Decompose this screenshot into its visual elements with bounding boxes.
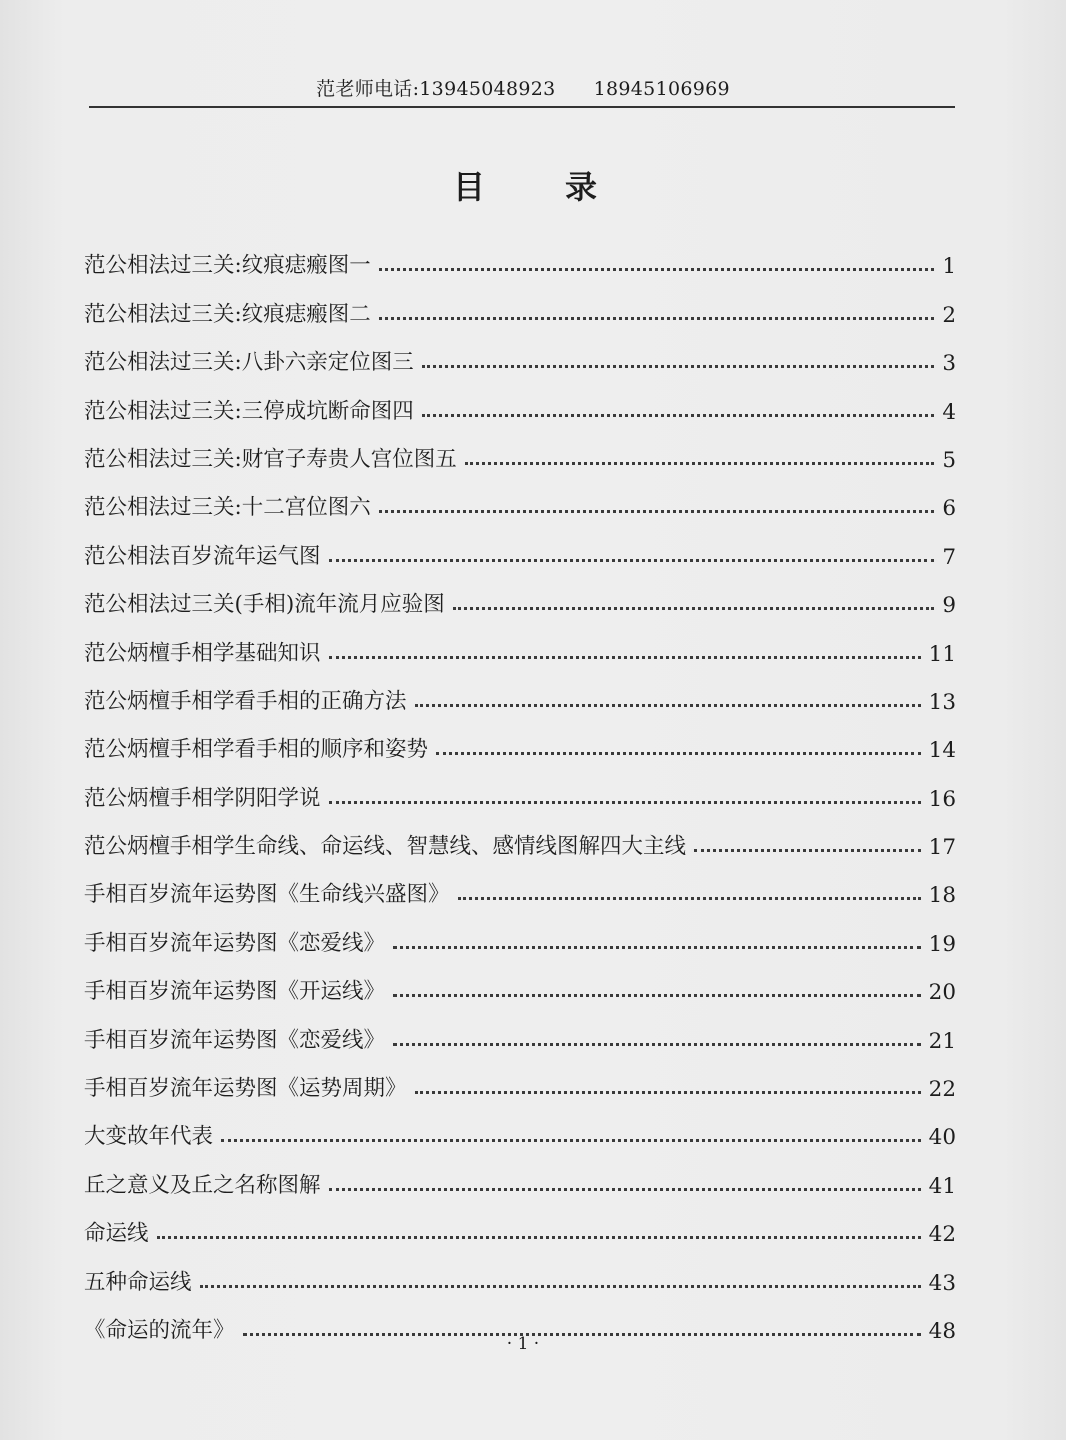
- toc-dot-leader: [436, 752, 921, 755]
- toc-dot-leader: [694, 849, 921, 852]
- toc-entry-label: 范公相法过三关:纹痕痣瘢图二: [84, 301, 371, 327]
- toc-dot-leader: [329, 1188, 921, 1191]
- toc-dot-leader: [422, 365, 934, 368]
- toc-entry-page: 11: [928, 641, 956, 667]
- toc-entry: [84, 715, 956, 763]
- toc-dot-leader: [393, 1043, 921, 1046]
- toc-entry-page: 14: [928, 738, 956, 764]
- toc-entry-page: 20: [928, 980, 956, 1006]
- toc-entry-label: 手相百岁流年运势图《恋爱线》: [84, 930, 386, 956]
- toc-entry: [84, 908, 956, 956]
- toc-dot-leader: [379, 317, 934, 320]
- toc-entry: [84, 1199, 956, 1247]
- toc-entry-page: 13: [928, 689, 956, 715]
- toc-entry: [84, 618, 956, 666]
- toc-entry: [84, 473, 956, 521]
- toc-entry: [84, 667, 956, 715]
- toc-entry-label: 手相百岁流年运势图《恋爱线》: [84, 1027, 386, 1053]
- toc-dot-leader: [379, 510, 934, 513]
- toc-entry: [84, 860, 956, 908]
- toc-entry-label: 手相百岁流年运势图《运势周期》: [84, 1076, 407, 1102]
- toc-entry-label: 大变故年代表: [84, 1124, 214, 1150]
- toc-entry: [84, 1150, 956, 1198]
- header-phone-gap: [556, 78, 594, 100]
- toc-dot-leader: [200, 1285, 921, 1288]
- toc-entry-label: 范公相法过三关:纹痕痣瘢图一: [84, 253, 371, 279]
- toc-entry-page: 7: [942, 544, 956, 570]
- toc-entry-page: 41: [928, 1173, 956, 1199]
- toc-entry: [84, 376, 956, 424]
- toc-entry-label: 范公相法过三关:三停成坑断命图四: [84, 398, 414, 424]
- toc-entry: [84, 957, 956, 1005]
- toc-dot-leader: [329, 656, 921, 659]
- toc-entry-page: 40: [928, 1125, 956, 1151]
- toc-entry-page: 1: [942, 254, 956, 280]
- toc-entry-page: 22: [928, 1077, 956, 1103]
- toc-entry-label: 范公相法过三关:财官子寿贵人宫位图五: [84, 446, 457, 472]
- toc-entry-label: 手相百岁流年运势图《生命线兴盛图》: [84, 882, 450, 908]
- header-phone-2: 18945106969: [593, 78, 730, 100]
- toc-entry-page: 42: [928, 1222, 956, 1248]
- toc-entry-label: 《命运的流年》: [84, 1317, 235, 1343]
- toc-dot-leader: [329, 559, 934, 562]
- toc-entry-label: 范公炳檀手相学阴阳学说: [84, 785, 321, 811]
- toc-dot-leader: [393, 994, 921, 997]
- toc-dot-leader: [453, 607, 934, 610]
- toc-entry-label: 范公炳檀手相学生命线、命运线、智慧线、感情线图解四大主线: [84, 834, 687, 860]
- toc-dot-leader: [465, 462, 934, 465]
- toc-entry-label: 命运线: [84, 1221, 149, 1247]
- toc-entry: [84, 812, 956, 860]
- toc-dot-leader: [415, 1091, 921, 1094]
- toc-entry-page: 9: [942, 593, 956, 619]
- toc-dot-leader: [393, 946, 921, 949]
- toc-entry-label: 范公炳檀手相学看手相的正确方法: [84, 688, 407, 714]
- toc-entry-label: 范公相法百岁流年运气图: [84, 543, 321, 569]
- header-phone-1: 13945048923: [419, 78, 556, 100]
- toc-entry: [84, 231, 956, 279]
- toc-entry: [84, 521, 956, 569]
- toc-dot-leader: [458, 897, 921, 900]
- header-divider: [89, 106, 955, 108]
- toc-entry-page: 5: [942, 447, 956, 473]
- toc-dot-leader: [415, 704, 921, 707]
- toc-entry: [84, 570, 956, 618]
- toc-entry-page: 4: [942, 399, 956, 425]
- toc-entry-label: 范公相法过三关:十二宫位图六: [84, 495, 371, 521]
- toc-entry-page: 48: [928, 1318, 956, 1344]
- toc-entry-page: 2: [942, 302, 956, 328]
- page-number: · 1 ·: [506, 1334, 540, 1354]
- toc-entry-page: 16: [928, 786, 956, 812]
- toc-entry: [84, 279, 956, 327]
- toc-entry: [84, 763, 956, 811]
- toc-dot-leader: [221, 1139, 921, 1142]
- toc-entry-label: 范公炳檀手相学基础知识: [84, 640, 321, 666]
- toc-entry-page: 21: [928, 1028, 956, 1054]
- toc-entry-page: 6: [942, 496, 956, 522]
- toc-dot-leader: [157, 1236, 921, 1239]
- toc-entry-page: 18: [928, 883, 956, 909]
- toc-entry-page: 43: [928, 1270, 956, 1296]
- toc-entry: [84, 1247, 956, 1295]
- toc-entry-page: 17: [928, 835, 956, 861]
- toc-entry-page: 3: [942, 351, 956, 377]
- toc-entry-page: 19: [928, 931, 956, 957]
- toc-entry-label: 范公相法过三关:八卦六亲定位图三: [84, 350, 414, 376]
- toc-entry-label: 范公相法过三关(手相)流年流月应验图: [84, 592, 445, 618]
- toc-title: 目录: [452, 168, 677, 206]
- toc-entry-label: 手相百岁流年运势图《开运线》: [84, 979, 386, 1005]
- toc-entry: [84, 1005, 956, 1053]
- toc-entry: [84, 1102, 956, 1150]
- toc-entry-label: 五种命运线: [84, 1269, 192, 1295]
- toc-dot-leader: [379, 268, 934, 271]
- toc-entry: [84, 328, 956, 376]
- toc-entry: [84, 1054, 956, 1102]
- toc-list: [84, 231, 956, 1344]
- toc-dot-leader: [329, 801, 921, 804]
- toc-entry-label: 丘之意义及丘之名称图解: [84, 1172, 321, 1198]
- page-header: [0, 74, 1046, 101]
- header-contact-label: 范老师电话:: [316, 78, 420, 100]
- toc-entry: [84, 425, 956, 473]
- toc-dot-leader: [422, 414, 934, 417]
- toc-entry-label: 范公炳檀手相学看手相的顺序和姿势: [84, 737, 429, 763]
